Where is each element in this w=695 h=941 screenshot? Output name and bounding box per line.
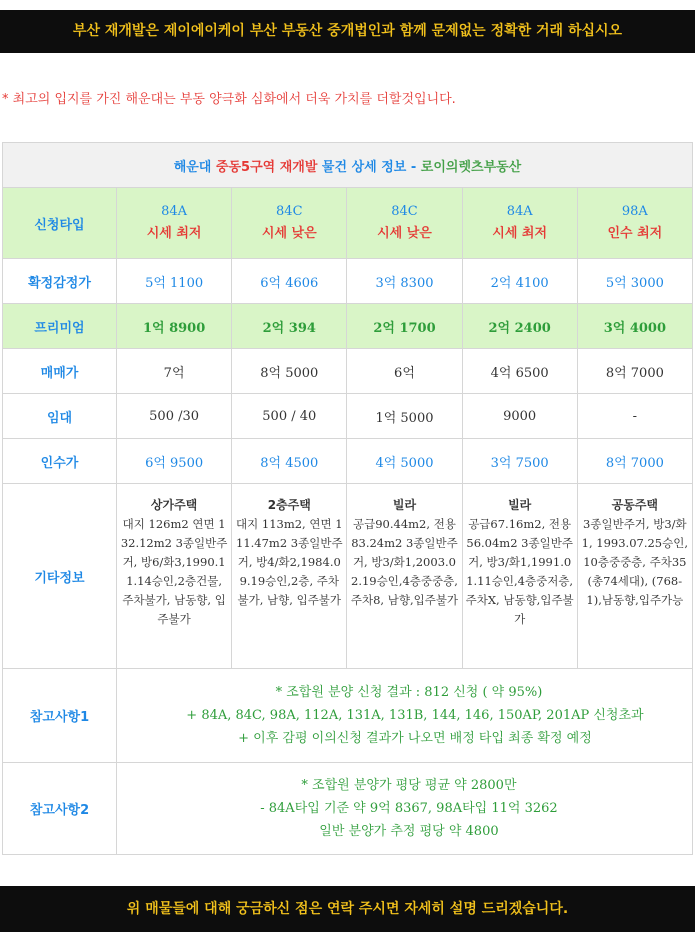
table-row-sale-price (3, 349, 693, 394)
bottom-banner: 위 매물들에 대해 궁금하신 점은 연락 주시면 자세히 설명 드리겠습니다. (0, 886, 695, 932)
type-code: 84A (506, 204, 533, 219)
cell-takeover: 8억 4500 (232, 439, 347, 484)
etc-title: 공동주택 (611, 498, 659, 512)
cell-rent: 1억 5000 (347, 394, 462, 439)
cell-rent: 9000 (462, 394, 577, 439)
title-detail: 물건 상세 정보 - (321, 159, 417, 175)
etc-title: 2층주택 (267, 498, 311, 512)
etc-title: 빌라 (392, 498, 417, 512)
row-label-ref1: 참고사항1 (3, 669, 117, 763)
cell-type (117, 188, 232, 259)
property-info-table (2, 142, 693, 855)
table-row-rent (3, 394, 693, 439)
cell-appraisal: 2억 4100 (462, 259, 577, 304)
ref2-line: * 조합원 분양가 평당 평균 약 2800만 (301, 778, 517, 793)
title-agency: 로이의렛츠부동산 (420, 159, 522, 175)
cell-takeover: 6억 9500 (117, 439, 232, 484)
cell-sale-price: 8억 5000 (232, 349, 347, 394)
row-label-premium: 프리미엄 (3, 304, 117, 349)
table-row-premium (3, 304, 693, 349)
type-tag: 인수 최저 (607, 226, 663, 241)
cell-rent: - (577, 394, 692, 439)
type-tag: 시세 낮은 (377, 226, 432, 241)
row-label-type: 신청타입 (3, 188, 117, 259)
cell-sale-price: 4억 6500 (462, 349, 577, 394)
cell-etc (462, 484, 577, 669)
cell-etc (347, 484, 462, 669)
ref1-line: + 이후 감평 이의신청 결과가 나오면 배정 타입 최종 확정 예정 (238, 731, 592, 746)
row-label-rent: 임대 (3, 394, 117, 439)
ref2-notes (117, 763, 693, 855)
table-row-ref1 (3, 669, 693, 763)
cell-premium: 3억 4000 (577, 304, 692, 349)
cell-rent: 500 /30 (117, 394, 232, 439)
cell-appraisal: 5억 1100 (117, 259, 232, 304)
etc-body: 공급90.44m2, 전용 83.24m2 3종일반주거, 방3/화1,2003.02.19승인,4층중중층, 주차8, 남향,입주불가 (350, 517, 459, 607)
cell-takeover: 8억 7000 (577, 439, 692, 484)
table-row-takeover (3, 439, 693, 484)
cell-appraisal: 5억 3000 (577, 259, 692, 304)
etc-body: 대지 113m2, 연면 111.47m2 3종일반주거, 방4/화2,1984.09.19승인,2층, 주차불가, 남향, 입주불가 (236, 517, 343, 607)
etc-body: 대지 126m2 연면 132.12m2 3종일반주거, 방6/화3,1990.11.14승인,2층건물, 주차불가, 남동향, 입주불가 (120, 517, 228, 626)
etc-title: 상가주택 (150, 498, 198, 512)
top-banner: 부산 재개발은 제이에이케이 부산 부동산 중개법인과 함께 문제없는 정확한 거래 하십시오 (0, 10, 695, 53)
table-title (3, 143, 693, 188)
row-label-takeover: 인수가 (3, 439, 117, 484)
cell-premium: 1억 8900 (117, 304, 232, 349)
table-title-row (3, 143, 693, 188)
ref1-line: * 조합원 분양 신청 결과 : 812 신청 ( 약 95%) (275, 685, 543, 700)
ref2-line: 일반 분양가 추정 평당 약 4800 (319, 824, 499, 839)
intro-note: * 최고의 입지를 가진 해운대는 부동 양극화 심화에서 더욱 가치를 더할것입니다. (2, 92, 456, 107)
title-district: 해운대 (173, 159, 212, 175)
cell-sale-price: 7억 (117, 349, 232, 394)
table-row-type (3, 188, 693, 259)
cell-sale-price: 8억 7000 (577, 349, 692, 394)
cell-etc (577, 484, 692, 669)
cell-takeover: 3억 7500 (462, 439, 577, 484)
type-tag: 시세 최저 (146, 226, 202, 241)
cell-etc (117, 484, 232, 669)
type-code: 84C (276, 204, 303, 219)
row-label-etc: 기타정보 (3, 484, 117, 669)
type-code: 84C (391, 204, 418, 219)
cell-sale-price: 6억 (347, 349, 462, 394)
cell-type (462, 188, 577, 259)
table-row-ref2 (3, 763, 693, 855)
etc-title: 빌라 (508, 498, 532, 512)
cell-takeover: 4억 5000 (347, 439, 462, 484)
cell-premium: 2억 1700 (347, 304, 462, 349)
cell-type (577, 188, 692, 259)
cell-premium: 2억 394 (232, 304, 347, 349)
cell-appraisal: 3억 8300 (347, 259, 462, 304)
table-row-appraisal (3, 259, 693, 304)
ref1-line: + 84A, 84C, 98A, 112A, 131A, 131B, 144, 146, 150AP, 201AP 신청초과 (186, 708, 644, 723)
cell-type (347, 188, 462, 259)
type-tag: 시세 낮은 (261, 226, 317, 241)
row-label-appraisal: 확정감정가 (3, 259, 117, 304)
cell-etc (232, 484, 347, 669)
cell-rent: 500 / 40 (232, 394, 347, 439)
etc-body: 3종일반주거, 방3/화1, 1993.07.25승인,10층중중층, 주차35(총74세대), (768-1),남동향,입주가능 (581, 517, 689, 607)
cell-appraisal: 6억 4606 (232, 259, 347, 304)
ref1-notes (117, 669, 693, 763)
ref2-line: - 84A타입 기준 약 9억 8367, 98A타입 11억 3262 (260, 801, 558, 816)
type-code: 98A (621, 204, 648, 219)
row-label-sale-price: 매매가 (3, 349, 117, 394)
type-code: 84A (161, 204, 188, 219)
row-label-ref2: 참고사항2 (3, 763, 117, 855)
cell-premium: 2억 2400 (462, 304, 577, 349)
table-row-etc (3, 484, 693, 669)
cell-type (232, 188, 347, 259)
type-tag: 시세 최저 (492, 226, 548, 241)
title-zone: 중동5구역 재개발 (215, 159, 318, 175)
etc-body: 공급67.16m2, 전용 56.04m2 3종일반주거, 방3/화1,1991.01.11승인,4층중저층, 주차X, 남동향,입주불가 (465, 517, 574, 626)
